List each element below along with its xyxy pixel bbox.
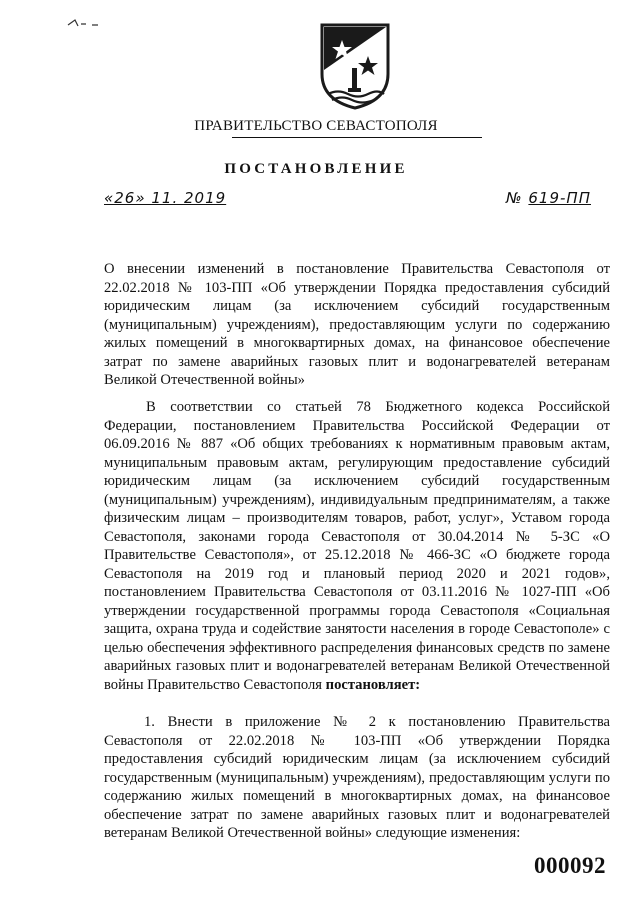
government-title: ПРАВИТЕЛЬСТВО СЕВАСТОПОЛЯ: [194, 118, 438, 134]
item-1-paragraph: 1. Внести в приложение № 2 к постановлению Правительства Севастополя от 22.02.2018 № 103-ПП «Об утверждении Порядка предоставления субсидий юридическим лицам (за исключением субсидий государственным (муниципальным) учреждениям), предоставляющим услуги по содержанию жилых помещений в многоквартирных домах, на финансовое обеспечение затрат по замене аварийных газовых плит и водонагревателей ветеранам Великой Отечественной войны» следующие изменения:: [104, 714, 610, 841]
document-type: ПОСТАНОВЛЕНИЕ: [224, 161, 408, 177]
document-number: [506, 189, 591, 207]
pen-mark-icon: [66, 16, 106, 30]
document-subject: О внесении изменений в постановление Правительства Севастополя от 22.02.2018 № 103-ПП «Об утверждении Порядка предоставления субсидий юридическим лицам (за исключением субсидий государственным (муниципальным) учреждениям), предоставляющим услуги по содержанию жилых помещений в многоквартирных домах, на финансовое обеспечение затрат по замене аварийных газовых плит и водонагревателей ветеранам Великой Отечественной войны»: [104, 261, 610, 388]
number-prefix: №: [506, 189, 523, 207]
document-date: «26» 11. 2019: [104, 189, 227, 207]
sevastopol-coat-of-arms-icon: [318, 22, 392, 110]
decision-word: постановляет:: [325, 676, 421, 693]
title-underline: [232, 137, 482, 138]
preamble-paragraph: [104, 398, 610, 694]
serial-number: 000092: [534, 853, 606, 878]
number-value: 619-ПП: [528, 189, 591, 207]
preamble-text: В соответствии со статьей 78 Бюджетного кодекса Российской Федерации, постановлением Правительства Российской Федерации от 06.09.2016 № 887 «Об общих требованиях к нормативным правовым актам, муниципальным правовым актам, регулирующим предоставление субсидий юридическим лицам (за исключением субсидий государственным (муниципальным) учреждениям), индивидуальным предпринимателям, а также физическим лицам – производителям товаров, работ, услуг», Уставом города Севастополя, законами города Севастополя от 30.04.2014 № 5-ЗС «О Правительстве Севастополя», от 25.12.2018 № 466-ЗС «О бюджете города Севастополя на 2019 год и плановый период 2020 и 2021 годов», постановлением Правительства Севастополя от 03.11.2016 № 1027-ПП «Об утверждении государственной программы города Севастополя «Социальная защита, охрана труда и содействие занятости населения в городе Севастополе» с целью обеспечения эффективного распределения финансовых средств по замене аварийных газовых плит и водонагревателей ветеранам Великой Отечественной войны Правительство Севастополя: [104, 399, 610, 693]
